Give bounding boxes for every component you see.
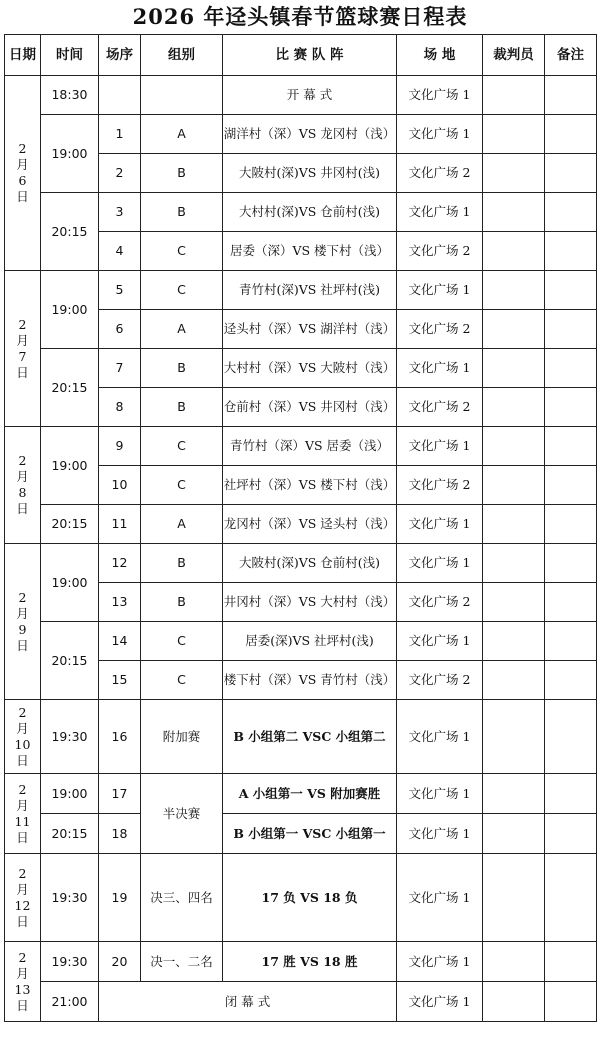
referee-cell <box>483 814 545 854</box>
referee-cell <box>483 271 545 310</box>
group-cell: B <box>141 388 223 427</box>
time-cell: 20:15 <box>41 193 99 271</box>
time-cell: 19:30 <box>41 942 99 982</box>
no-cell: 5 <box>99 271 141 310</box>
no-cell: 19 <box>99 854 141 942</box>
teams-cell: 大村村(深)VS 仓前村(浅) <box>223 193 397 232</box>
no-cell: 3 <box>99 193 141 232</box>
time-cell: 21:00 <box>41 982 99 1022</box>
group-cell: A <box>141 310 223 349</box>
date-cell: 2 月 8 日 <box>5 427 41 544</box>
venue-cell: 文化广场 2 <box>397 661 483 700</box>
referee-cell <box>483 154 545 193</box>
venue-cell: 文化广场 1 <box>397 700 483 774</box>
date-cell: 2 月 9 日 <box>5 544 41 700</box>
teams-cell: 居委（深）VS 楼下村（浅） <box>223 232 397 271</box>
referee-cell <box>483 942 545 982</box>
closing-ceremony: 闭 幕 式 <box>99 982 397 1022</box>
venue-cell: 文化广场 1 <box>397 271 483 310</box>
no-cell: 4 <box>99 232 141 271</box>
table-row <box>5 76 597 115</box>
venue-cell: 文化广场 1 <box>397 427 483 466</box>
referee-cell <box>483 774 545 814</box>
group-cell: C <box>141 661 223 700</box>
teams-cell: 青竹村（深）VS 居委（浅） <box>223 427 397 466</box>
table-row <box>5 193 597 232</box>
no-cell: 10 <box>99 466 141 505</box>
time-cell: 20:15 <box>41 505 99 544</box>
time-cell: 19:30 <box>41 700 99 774</box>
group-cell: A <box>141 505 223 544</box>
no-cell: 11 <box>99 505 141 544</box>
group-cell: B <box>141 544 223 583</box>
group-cell <box>141 76 223 115</box>
group-cell: B <box>141 583 223 622</box>
note-cell <box>545 774 597 814</box>
venue-cell: 文化广场 2 <box>397 466 483 505</box>
table-row <box>5 942 597 982</box>
referee-cell <box>483 700 545 774</box>
note-cell <box>545 310 597 349</box>
time-cell: 19:30 <box>41 854 99 942</box>
referee-cell <box>483 661 545 700</box>
referee-cell <box>483 349 545 388</box>
venue-cell: 文化广场 1 <box>397 774 483 814</box>
group-cell: C <box>141 271 223 310</box>
note-cell <box>545 232 597 271</box>
teams-cell: B 小组第一 VSC 小组第一 <box>223 814 397 854</box>
teams-cell: B 小组第二 VSC 小组第二 <box>223 700 397 774</box>
note-cell <box>545 505 597 544</box>
header-note: 备注 <box>545 35 597 76</box>
note-cell <box>545 942 597 982</box>
note-cell <box>545 115 597 154</box>
group-cell: 决一、二名 <box>141 942 223 982</box>
group-cell: C <box>141 232 223 271</box>
teams-cell: 青竹村(深)VS 社坪村(浅) <box>223 271 397 310</box>
note-cell <box>545 271 597 310</box>
teams-cell: 大村村（深）VS 大陂村（浅） <box>223 349 397 388</box>
group-cell: C <box>141 466 223 505</box>
header-group: 组别 <box>141 35 223 76</box>
note-cell <box>545 700 597 774</box>
time-cell: 19:00 <box>41 544 99 622</box>
teams-cell: 大陂村(深)VS 井冈村(浅) <box>223 154 397 193</box>
note-cell <box>545 466 597 505</box>
no-cell: 12 <box>99 544 141 583</box>
group-cell: 半决赛 <box>141 774 223 854</box>
date-cell: 2 月 10 日 <box>5 700 41 774</box>
time-cell: 19:00 <box>41 427 99 505</box>
venue-cell: 文化广场 2 <box>397 583 483 622</box>
no-cell: 7 <box>99 349 141 388</box>
no-cell <box>99 76 141 115</box>
venue-cell: 文化广场 2 <box>397 310 483 349</box>
note-cell <box>545 622 597 661</box>
time-cell: 20:15 <box>41 349 99 427</box>
venue-cell: 文化广场 1 <box>397 814 483 854</box>
note-cell <box>545 193 597 232</box>
table-row <box>5 700 597 774</box>
group-cell: B <box>141 154 223 193</box>
table-row <box>5 982 597 1022</box>
header-date: 日期 <box>5 35 41 76</box>
date-cell: 2 月 6 日 <box>5 76 41 271</box>
teams-cell: 井冈村（深）VS 大村村（浅） <box>223 583 397 622</box>
header-teams: 比 赛 队 阵 <box>223 35 397 76</box>
teams-cell: 龙冈村（深）VS 迳头村（浅） <box>223 505 397 544</box>
group-cell: 决三、四名 <box>141 854 223 942</box>
date-cell: 2 月 13 日 <box>5 942 41 1022</box>
table-row <box>5 505 597 544</box>
header-venue: 场 地 <box>397 35 483 76</box>
group-cell: A <box>141 115 223 154</box>
note-cell <box>545 544 597 583</box>
note-cell <box>545 814 597 854</box>
note-cell <box>545 154 597 193</box>
teams-cell: 居委(深)VS 社坪村(浅) <box>223 622 397 661</box>
group-cell: B <box>141 349 223 388</box>
group-cell: C <box>141 622 223 661</box>
no-cell: 8 <box>99 388 141 427</box>
teams-cell: 湖洋村（深）VS 龙冈村（浅） <box>223 115 397 154</box>
time-cell: 18:30 <box>41 76 99 115</box>
venue-cell: 文化广场 1 <box>397 349 483 388</box>
teams-cell: 仓前村（深）VS 井冈村（浅） <box>223 388 397 427</box>
referee-cell <box>483 427 545 466</box>
group-cell: 附加赛 <box>141 700 223 774</box>
group-cell: B <box>141 193 223 232</box>
date-cell: 2 月 7 日 <box>5 271 41 427</box>
teams-cell: 迳头村（深）VS 湖洋村（浅） <box>223 310 397 349</box>
table-row <box>5 427 597 466</box>
teams-cell: A 小组第一 VS 附加赛胜 <box>223 774 397 814</box>
note-cell <box>545 349 597 388</box>
note-cell <box>545 427 597 466</box>
header-no: 场序 <box>99 35 141 76</box>
note-cell <box>545 388 597 427</box>
venue-cell: 文化广场 1 <box>397 854 483 942</box>
time-cell: 20:15 <box>41 814 99 854</box>
referee-cell <box>483 76 545 115</box>
teams-cell: 社坪村（深）VS 楼下村（浅） <box>223 466 397 505</box>
no-cell: 15 <box>99 661 141 700</box>
no-cell: 6 <box>99 310 141 349</box>
table-row <box>5 854 597 942</box>
time-cell: 20:15 <box>41 622 99 700</box>
venue-cell: 文化广场 1 <box>397 942 483 982</box>
teams-cell: 17 负 VS 18 负 <box>223 854 397 942</box>
venue-cell: 文化广场 2 <box>397 388 483 427</box>
no-cell: 17 <box>99 774 141 814</box>
referee-cell <box>483 854 545 942</box>
time-cell: 19:00 <box>41 774 99 814</box>
venue-cell: 文化广场 2 <box>397 232 483 271</box>
referee-cell <box>483 982 545 1022</box>
referee-cell <box>483 115 545 154</box>
teams-cell: 大陂村(深)VS 仓前村(浅) <box>223 544 397 583</box>
table-row <box>5 774 597 814</box>
header-row <box>5 35 597 76</box>
table-row <box>5 115 597 154</box>
referee-cell <box>483 622 545 661</box>
teams-cell: 楼下村（深）VS 青竹村（浅） <box>223 661 397 700</box>
header-time: 时间 <box>41 35 99 76</box>
date-cell: 2 月 12 日 <box>5 854 41 942</box>
no-cell: 1 <box>99 115 141 154</box>
note-cell <box>545 661 597 700</box>
referee-cell <box>483 544 545 583</box>
group-cell: C <box>141 427 223 466</box>
venue-cell: 文化广场 1 <box>397 115 483 154</box>
page-title: 2026 年迳头镇春节篮球赛日程表 <box>132 4 468 29</box>
no-cell: 9 <box>99 427 141 466</box>
referee-cell <box>483 388 545 427</box>
venue-cell: 文化广场 1 <box>397 622 483 661</box>
table-row <box>5 349 597 388</box>
referee-cell <box>483 466 545 505</box>
header-referee: 裁判员 <box>483 35 545 76</box>
no-cell: 14 <box>99 622 141 661</box>
table-row <box>5 622 597 661</box>
schedule-table <box>4 34 597 1022</box>
table-row <box>5 814 597 854</box>
venue-cell: 文化广场 2 <box>397 154 483 193</box>
no-cell: 18 <box>99 814 141 854</box>
referee-cell <box>483 310 545 349</box>
note-cell <box>545 854 597 942</box>
referee-cell <box>483 232 545 271</box>
no-cell: 2 <box>99 154 141 193</box>
venue-cell: 文化广场 1 <box>397 76 483 115</box>
time-cell: 19:00 <box>41 115 99 193</box>
table-row <box>5 271 597 310</box>
venue-cell: 文化广场 1 <box>397 505 483 544</box>
no-cell: 16 <box>99 700 141 774</box>
table-row <box>5 544 597 583</box>
no-cell: 20 <box>99 942 141 982</box>
note-cell <box>545 583 597 622</box>
venue-cell: 文化广场 1 <box>397 544 483 583</box>
note-cell <box>545 982 597 1022</box>
date-cell: 2 月 11 日 <box>5 774 41 854</box>
note-cell <box>545 76 597 115</box>
venue-cell: 文化广场 1 <box>397 193 483 232</box>
no-cell: 13 <box>99 583 141 622</box>
opening-ceremony: 开 幕 式 <box>223 76 397 115</box>
referee-cell <box>483 193 545 232</box>
referee-cell <box>483 583 545 622</box>
teams-cell: 17 胜 VS 18 胜 <box>223 942 397 982</box>
venue-cell: 文化广场 1 <box>397 982 483 1022</box>
referee-cell <box>483 505 545 544</box>
time-cell: 19:00 <box>41 271 99 349</box>
